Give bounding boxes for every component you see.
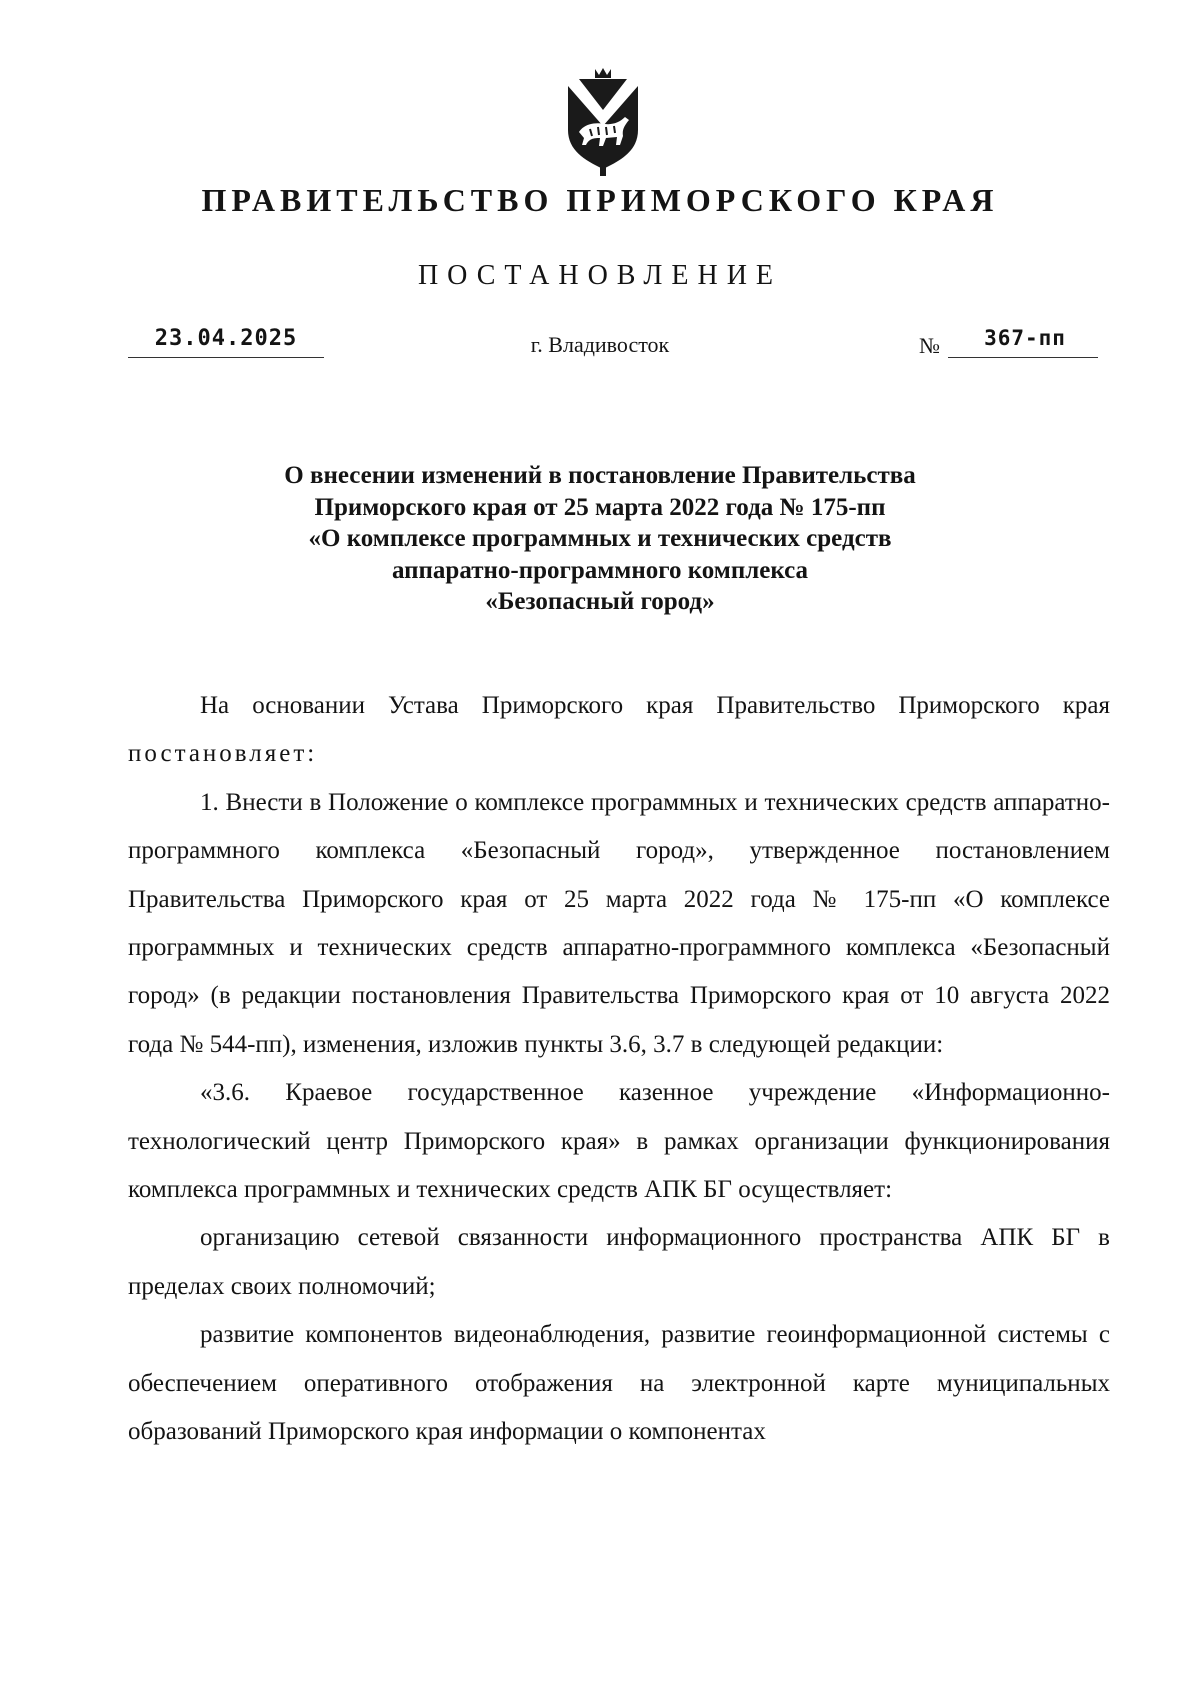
number-sign: № (919, 333, 940, 358)
preamble-paragraph (128, 682, 1110, 779)
document-heading (130, 460, 1070, 618)
organization-title: ПРАВИТЕЛЬСТВО ПРИМОРСКОГО КРАЯ (201, 182, 999, 218)
preamble-decree-word: постановляет: (128, 740, 318, 768)
body-paragraph-3: организацию сетевой связанности информационного пространства АПК БГ в пределах своих полномочий; (128, 1224, 1110, 1300)
heading-line: Приморского края от 25 марта 2022 года № 175-пп (314, 493, 886, 521)
heading-line: «Безопасный город» (485, 588, 715, 615)
body-paragraph-2: «3.6. Краевое государственное казенное учреждение «Информационно-технологический центр Приморского края» в рамках организации функционирования комплекса программных и технических средств АПК БГ осуществляет: (128, 1079, 1110, 1204)
document-city: г. Владивосток (530, 332, 670, 357)
heading-line: «О комплексе программных и технических средств (308, 525, 892, 552)
body-paragraph-4: развитие компонентов видеонаблюдения, развитие геоинформационной системы с обеспечением оперативного отображения на электронной карте муниципальных образований Приморского края информации о компонентах (128, 1321, 1110, 1446)
document-number: 367-пп (984, 326, 1066, 350)
preamble-text: На основании Устава Приморского края Правительство Приморского края (200, 692, 1110, 719)
document-type: ПОСТАНОВЛЕНИЕ (417, 260, 783, 291)
coat-of-arms-emblem (562, 66, 644, 176)
document-body (128, 682, 1110, 1457)
heading-line: О внесении изменений в постановление Правительства (284, 462, 916, 489)
heading-line: аппаратно-программного комплекса (391, 556, 809, 584)
document-date: 23.04.2025 (154, 326, 298, 351)
number-underline (948, 357, 1098, 358)
body-paragraph-1: 1. Внести в Положение о комплексе программных и технических средств аппаратно-программного комплекса «Безопасный город», утвержденное постановлением Правительства Приморского края от 25 марта 2022 года № 175-пп «О комплексе программных и технических средств аппаратно-программного комплекса «Безопасный город» (в редакции постановления Правительства Приморского края от 10 августа 2022 года № 544-пп), изменения, изложив пункты 3.6, 3.7 в следующей редакции: (128, 788, 1110, 1058)
